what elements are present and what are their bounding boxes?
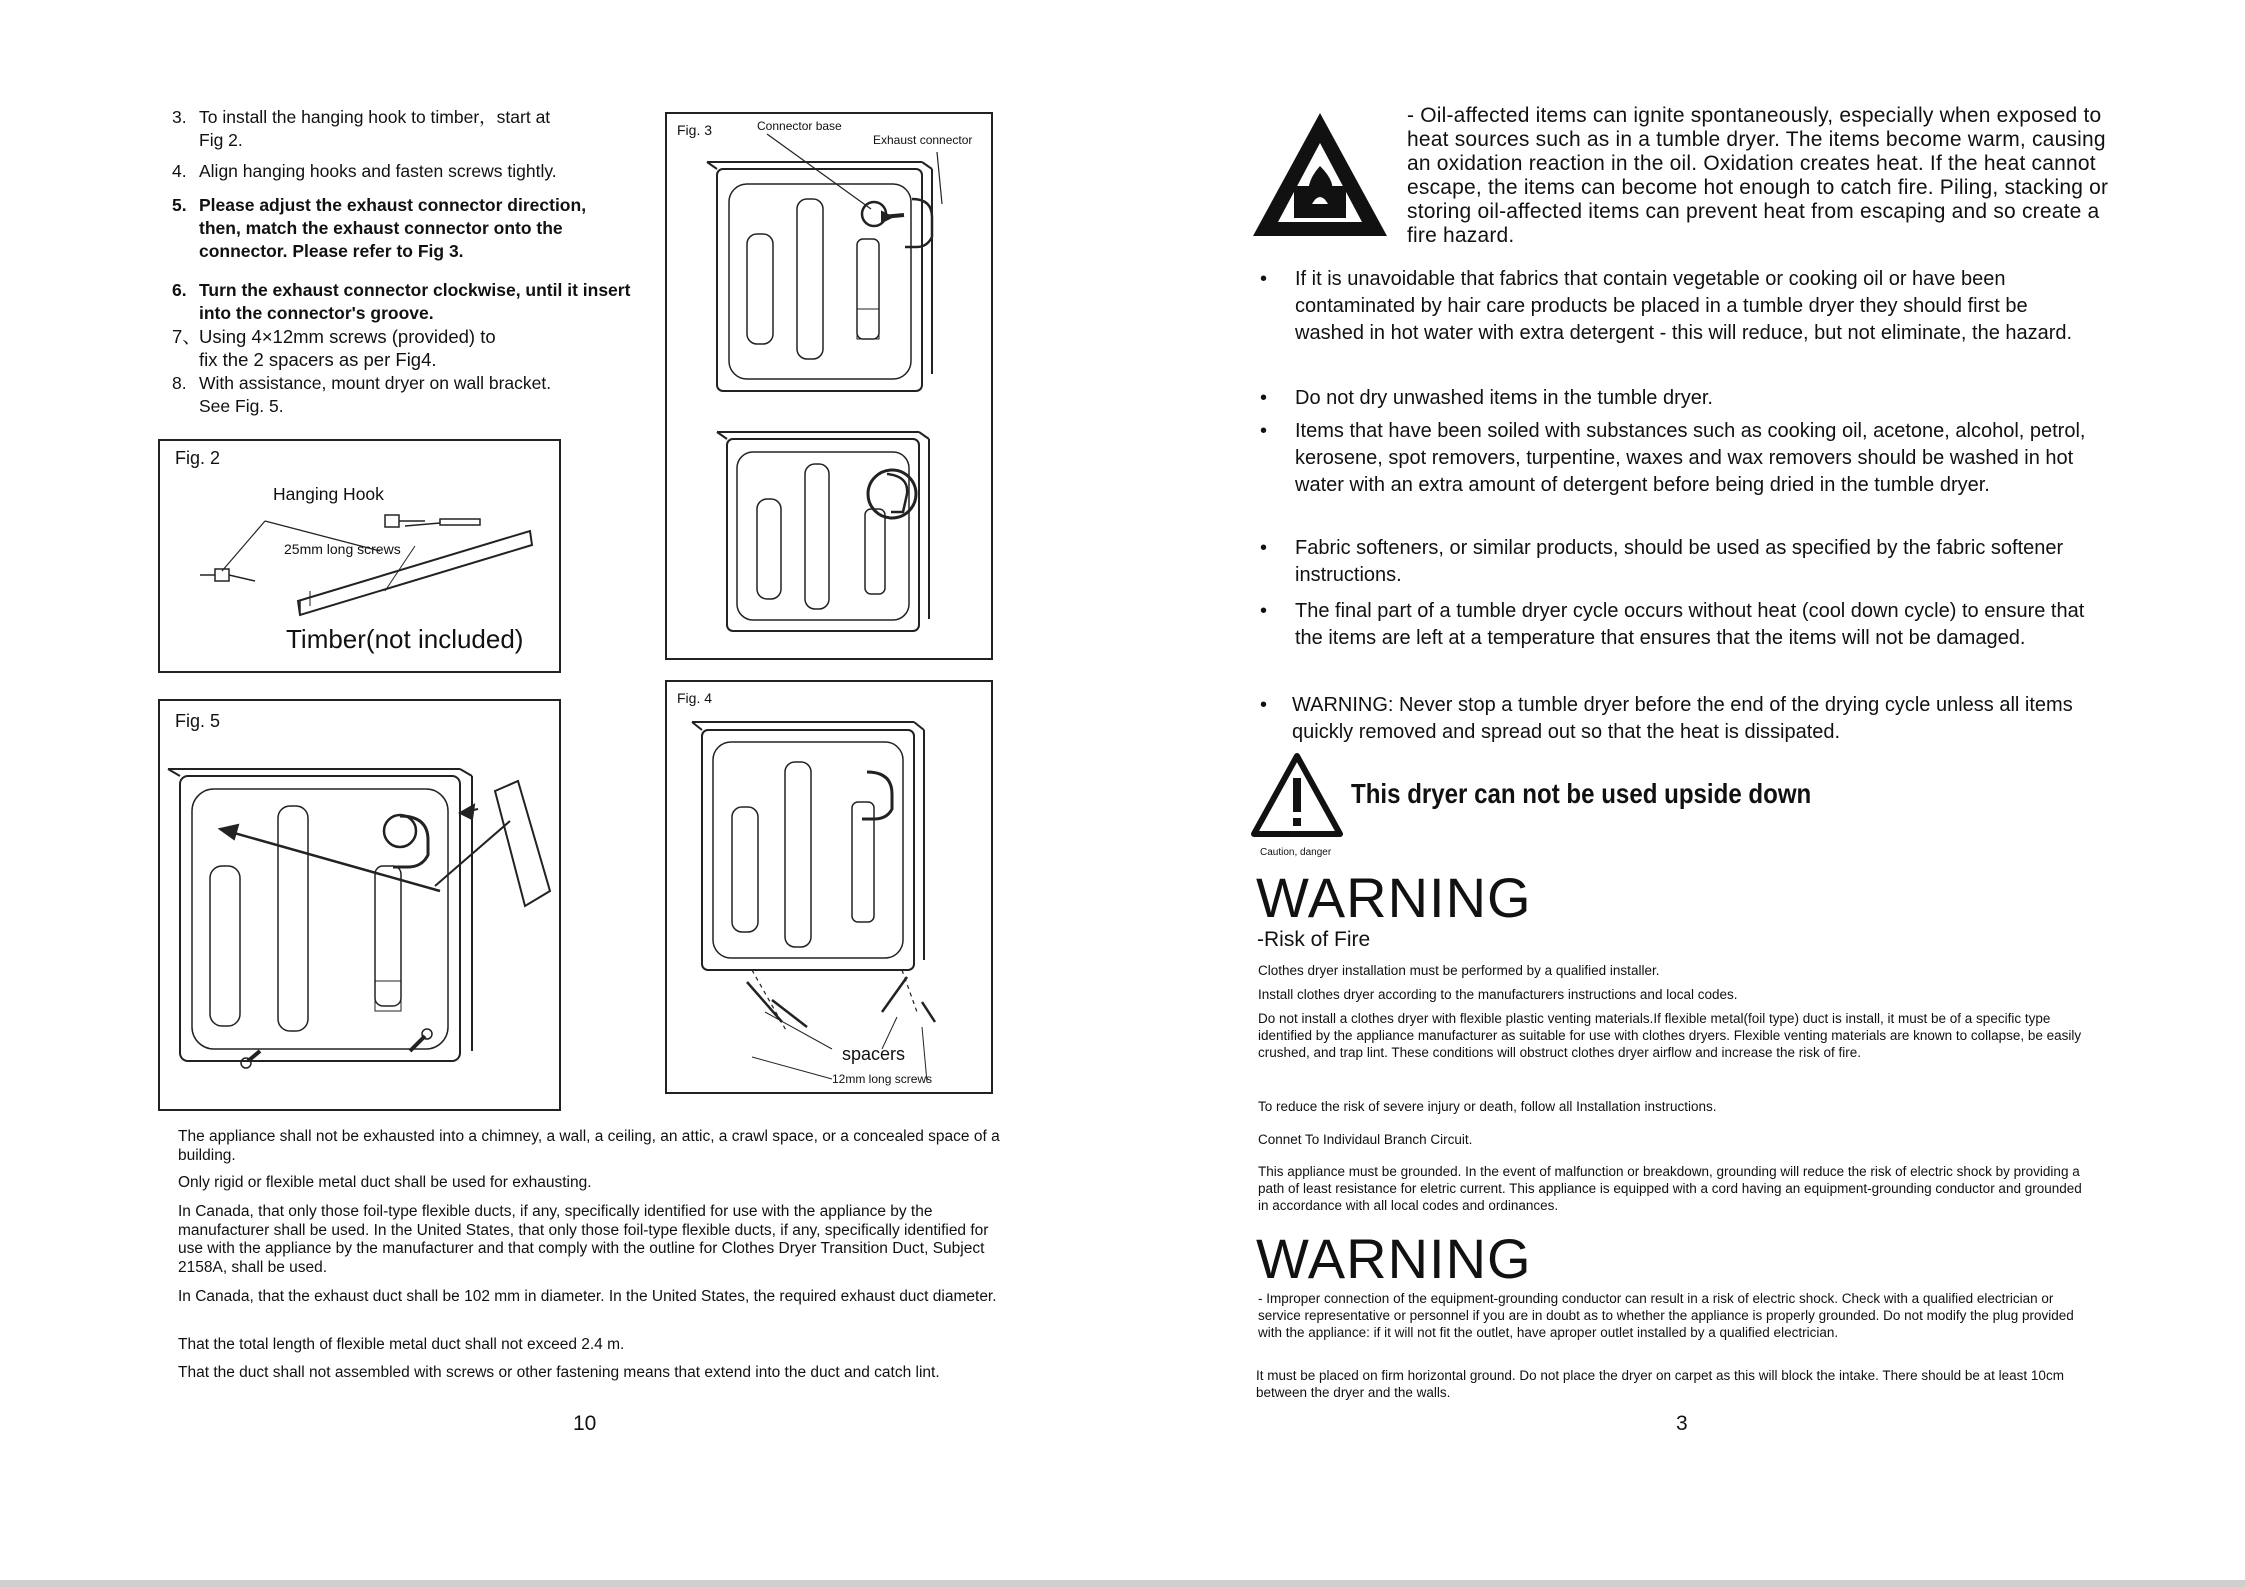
step-4	[172, 160, 672, 183]
caution-icon	[1252, 752, 1342, 842]
fig-5	[158, 699, 561, 1111]
bullet-dot: •	[1260, 694, 1268, 716]
connector-base-label: Connector base	[757, 119, 842, 133]
right-page	[1122, 0, 2245, 1587]
step-5	[172, 194, 672, 263]
step-text: To install the hanging hook to timber，start at Fig 2.	[199, 107, 551, 150]
bullet-text: Do not dry unwashed items in the tumble dryer.	[1295, 387, 1713, 409]
bullet-text: Fabric softeners, or similar products, should be used as specified by the fabric softener instructions.	[1295, 537, 2064, 586]
bullet-text: Items that have been soiled with substances such as cooking oil, acetone, alcohol, petrol, kerosene, spot removers, turpentine, waxes and wax removers should be washed in hot water with an extra amount of detergent before being dried in the tumble dryer.	[1295, 420, 2086, 496]
bullet-dot: •	[1260, 387, 1268, 409]
fig-3-label: Fig. 3	[677, 122, 713, 138]
warning2-line-1: - Improper connection of the equipment-grounding conductor can result in a risk of electric shock. Check with a qualified electrician or service representative or personnel if you are in doubt as to whether the appliance is properly grounded. Do not modify the plug provided with the appliance: if it will not fit the outlet, have aproper outlet installed by a qualified electrician.	[1258, 1291, 2074, 1340]
wall-mount-drawing	[160, 701, 560, 1111]
step-text: Using 4×12mm screws (provided) to fix the 2 spacers as per Fig4.	[199, 326, 496, 370]
step-text: Please adjust the exhaust connector direction, then, match the exhaust connector onto the connector. Please refer to Fig 3.	[199, 195, 587, 261]
dryer-spacers-drawing	[667, 682, 993, 1094]
fig-2-label: Fig. 2	[175, 448, 221, 468]
step-7	[172, 325, 672, 371]
bullet-text: The final part of a tumble dryer cycle occurs without heat (cool down cycle) to ensure that the items are left at a temperature that ensures that the items will not be damaged.	[1295, 600, 2085, 649]
warning1-line-6: This appliance must be grounded. In the event of malfunction or breakdown, grounding will reduce the risk of electric shock by providing a path of least resistance for eletric current. This appliance is equipped with a cord having an equipment-grounding conductor and grounded in accordance with all local codes and ordinances.	[1258, 1164, 2082, 1213]
page-number-left: 10	[573, 1412, 597, 1435]
bullet-dot: •	[1260, 537, 1268, 559]
fire-warning-icon	[1250, 108, 1390, 248]
left-page	[0, 0, 1122, 1587]
step-3	[172, 106, 672, 152]
oil-fire-warning-text: - Oil-affected items can ignite spontaneously, especially when exposed to heat sources such as in a tumble dryer. The items become warm, causing an oxidation reaction in the oil. Oxidation creates heat. If the heat cannot escape, the items can become hot enough to catch fire. Piling, stacking or storing oil-affected items can prevent heat from escaping and so create a fire hazard.	[1407, 104, 2109, 247]
fig-4-label: Fig. 4	[677, 690, 713, 706]
fig-4	[665, 680, 993, 1094]
step-text: With assistance, mount dryer on wall bracket. See Fig. 5.	[199, 373, 552, 416]
paragraph-5: That the total length of flexible metal duct shall not exceed 2.4 m.	[178, 1336, 625, 1353]
warning1-line-3: Do not install a clothes dryer with flexible plastic venting materials.If flexible metal(foil type) duct is install, it must be of a specific type identified by the appliance manufacturer as suitable for use with clothes dryers. Flexible venting materials are known to collapse, be easily crushed, and trap lint. These conditions will obstruct clothes dryer airflow and increase the risk of fire.	[1258, 1011, 2082, 1060]
warning-title-2: WARNING	[1256, 1227, 1532, 1290]
paragraph-3: In Canada, that only those foil-type flexible ducts, if any, specifically identified for use with the appliance by the manufacturer shall be used. In the United States, that only those foil-type flexible ducts, if any, specifically identified for use with the appliance by the manufacturer and that comply with the outline for Clothes Dryer Transition Duct, Subject 2158A, shall be used.	[178, 1203, 989, 1276]
exhaust-connector-label: Exhaust connector	[873, 133, 973, 147]
warning1-line-2: Install clothes dryer according to the manufacturers instructions and local codes.	[1258, 987, 1738, 1002]
warning1-line-4: To reduce the risk of severe injury or death, follow all Installation instructions.	[1258, 1099, 1717, 1114]
screws-label: 25mm long screws	[284, 541, 401, 557]
page-number-right: 3	[1676, 1412, 1688, 1435]
step-8	[172, 372, 672, 418]
fig-3	[665, 112, 993, 660]
warning-title-1: WARNING	[1256, 866, 1532, 929]
warning1-line-5: Connet To Individaul Branch Circuit.	[1258, 1132, 1473, 1147]
fig-5-label: Fig. 5	[175, 711, 221, 731]
step-number: 4.	[172, 161, 187, 181]
step-number: 6.	[172, 280, 187, 300]
step-6	[172, 279, 672, 325]
step-text: Align hanging hooks and fasten screws tightly.	[199, 161, 557, 181]
warning2-line-2: It must be placed on firm horizontal ground. Do not place the dryer on carpet as this will block the intake. There should be at least 10cm between the dryer and the walls.	[1256, 1368, 2064, 1400]
step-text: Turn the exhaust connector clockwise, until it insert into the connector's groove.	[199, 280, 631, 323]
step-number: 3.	[172, 107, 187, 127]
paragraph-1: The appliance shall not be exhausted into a chimney, a wall, a ceiling, an attic, a crawl space, or a concealed space of a building.	[178, 1128, 1000, 1164]
hanging-hook-drawing	[160, 441, 560, 671]
bullet-dot: •	[1260, 268, 1268, 290]
screws-12mm-label: 12mm long screws	[832, 1072, 933, 1086]
step-number: 8.	[172, 373, 187, 393]
bullet-dot: •	[1260, 420, 1268, 442]
fig-2	[158, 439, 561, 673]
caution-heading: This dryer can not be used upside down	[1351, 778, 1812, 809]
bottom-edge	[0, 1580, 2245, 1587]
bullet-dot: •	[1260, 600, 1268, 622]
paragraph-4: In Canada, that the exhaust duct shall be 102 mm in diameter. In the United States, the required exhaust duct diameter.	[178, 1288, 997, 1305]
step-number: 7、	[172, 326, 201, 347]
paragraph-2: Only rigid or flexible metal duct shall be used for exhausting.	[178, 1174, 592, 1191]
dryer-connector-drawing	[667, 114, 993, 660]
bullet-text: If it is unavoidable that fabrics that contain vegetable or cooking oil or have been contaminated by hair care products be placed in a tumble dryer they should first be washed in hot water with extra detergent - this will reduce, but not eliminate, the hazard.	[1295, 268, 2073, 344]
warning1-line-1: Clothes dryer installation must be performed by a qualified installer.	[1258, 963, 1660, 978]
risk-of-fire: -Risk of Fire	[1257, 928, 1371, 951]
paragraph-6: That the duct shall not assembled with screws or other fastening means that extend into the duct and catch lint.	[178, 1364, 940, 1381]
spacers-label: spacers	[842, 1044, 906, 1064]
hanging-hook-label: Hanging Hook	[273, 484, 384, 504]
bullet-text: WARNING: Never stop a tumble dryer before the end of the drying cycle unless all items quickly removed and spread out so that the heat is dissipated.	[1292, 694, 2073, 743]
caution-label: Caution, danger	[1260, 847, 1332, 858]
timber-label: Timber(not included)	[286, 624, 524, 654]
step-number: 5.	[172, 195, 187, 215]
